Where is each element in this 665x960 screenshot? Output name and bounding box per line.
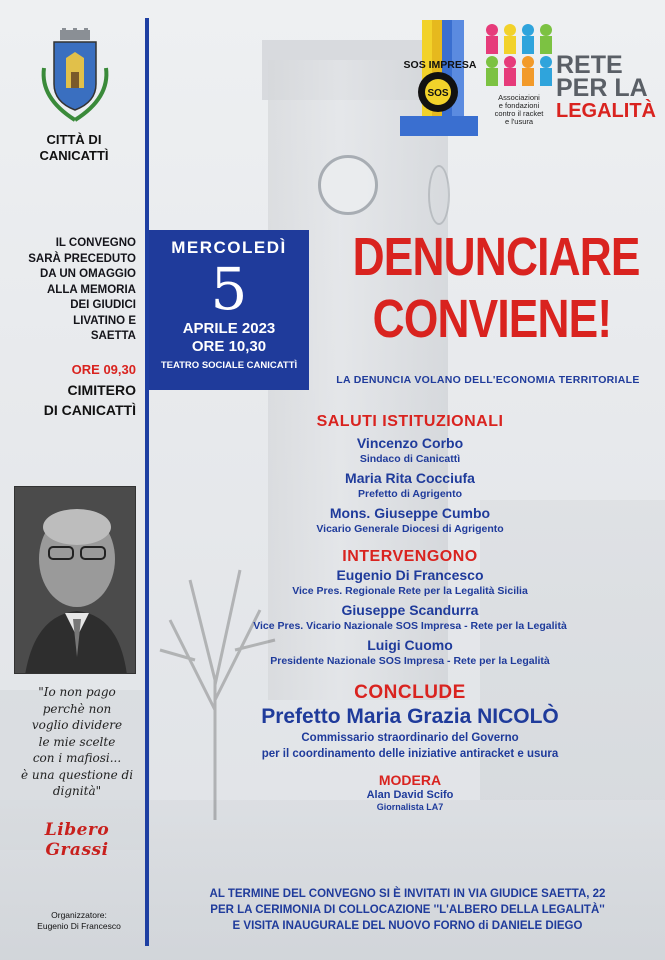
main-title: [352, 226, 640, 350]
intro-line: LIVATINO E: [73, 314, 136, 327]
notice-line: PER LA CERIMONIA DI COLLOCAZIONE ''L'ALBERO DELLA LEGALITÀ'': [210, 904, 605, 916]
speaker-name: Giuseppe Scandurra: [341, 602, 479, 618]
intro-line: SAETTA: [90, 330, 136, 342]
city-name-line2: CANICATTÌ: [39, 148, 109, 163]
event-weekday: MERCOLEDÌ: [171, 238, 287, 257]
speaker-name: Maria Rita Cocciufa: [345, 470, 475, 486]
city-crest-icon: [36, 28, 114, 126]
speaker-role: Presidente Nazionale SOS Impresa - Rete per la Legalità: [270, 655, 550, 667]
organizer-label: Organizzatore:: [51, 910, 107, 920]
rete-caption-line: contro il racket: [494, 109, 544, 118]
section-heading-intervengono: INTERVENGONO: [342, 548, 478, 565]
closing-notice: [150, 886, 665, 934]
organizer: [20, 910, 138, 932]
quote-line: è una questione di: [20, 767, 134, 782]
rete-legalita-logo: [484, 22, 554, 134]
subtitle: LA DENUNCIA VOLANO DELL'ECONOMIA TERRITORIALE: [336, 374, 640, 386]
notice-line: E VISITA INAUGURALE DEL NUOVO FORNO di DANIELE DIEGO: [232, 920, 583, 932]
section-heading-conclude: CONCLUDE: [354, 682, 466, 703]
program: [160, 413, 660, 812]
concluding-speaker-role: per il coordinamento delle iniziative antiracket e usura: [261, 748, 559, 760]
speaker-name: Luigi Cuomo: [367, 637, 453, 653]
moderator-name: Alan David Scifo: [366, 789, 454, 801]
memorial-place: [8, 380, 136, 420]
intro-line: DEI GIUDICI: [70, 299, 136, 311]
quote-line: le mie scelte: [38, 734, 116, 749]
intro-line: SARÀ PRECEDUTO: [28, 252, 136, 265]
speaker-role: Vicario Generale Diocesi di Agrigento: [316, 523, 504, 535]
section-heading-modera: MODERA: [378, 772, 442, 788]
quote-line: "Io non pago: [38, 685, 116, 699]
concluding-speaker-name: Prefetto Maria Grazia NICOLÒ: [261, 705, 559, 728]
organizer-name: Eugenio Di Francesco: [37, 921, 121, 931]
grassi-quote: [18, 684, 136, 800]
sos-logo-text: SOS IMPRESA: [403, 59, 477, 71]
rete-word: RETE: [556, 51, 623, 79]
per-la-word: PER LA: [556, 74, 648, 102]
speaker-role: Vice Pres. Vicario Nazionale SOS Impresa - Rete per la Legalità: [253, 620, 567, 632]
concluding-speaker-role: Commissario straordinario del Governo: [301, 732, 519, 744]
intro-line: IL CONVEGNO: [55, 237, 136, 249]
event-venue: TEATRO SOCIALE CANICATTÌ: [160, 360, 298, 371]
event-time: ORE 10,30: [191, 338, 267, 355]
intro-line: DA UN OMAGGIO: [39, 268, 136, 280]
quote-line: perchè non: [42, 701, 112, 716]
legalita-word: LEGALITÀ: [556, 100, 656, 122]
rete-caption-line: e fondazioni: [498, 101, 540, 110]
city-name: [14, 132, 134, 164]
title-line2: CONVIENE!: [372, 289, 612, 349]
section-heading-saluti: SALUTI ISTITUZIONALI: [316, 413, 504, 430]
quote-line: dignità": [52, 784, 102, 798]
speaker-role: Prefetto di Agrigento: [357, 488, 463, 500]
speaker-name: Mons. Giuseppe Cumbo: [329, 505, 491, 521]
libero-grassi-portrait: [14, 486, 136, 674]
speaker-role: Sindaco di Canicattì: [359, 453, 461, 465]
rete-caption-line: e l'usura: [504, 117, 534, 126]
event-month-year: APRILE 2023: [182, 320, 276, 337]
sos-badge-text: SOS: [427, 88, 449, 99]
event-day-number: 5: [210, 255, 248, 323]
city-name-line1: CITTÀ DI: [46, 132, 102, 147]
memorial-place-line1: CIMITERO: [67, 382, 136, 398]
quote-line: voglio dividere: [31, 718, 123, 732]
moderator-role: Giornalista LA7: [376, 802, 444, 812]
speaker-name: Vincenzo Corbo: [356, 435, 464, 451]
title-line1: DENUNCIARE: [352, 227, 640, 287]
intro-line: ALLA MEMORIA: [46, 283, 136, 296]
event-date-box: [149, 230, 309, 390]
sos-impresa-logo: [400, 20, 478, 136]
memorial-place-line2: DI CANICATTÌ: [43, 402, 136, 418]
memorial-time: ORE 09,30: [71, 362, 136, 377]
speaker-name: Eugenio Di Francesco: [336, 567, 484, 583]
rete-caption-line: Associazioni: [498, 93, 540, 102]
portrait-photo-icon: [15, 487, 136, 674]
intro-text: [8, 236, 136, 345]
notice-line: AL TERMINE DEL CONVEGNO SI È INVITATI IN VIA GIUDICE SAETTA, 22: [209, 888, 606, 900]
vertical-divider: [145, 18, 149, 946]
speaker-role: Vice Pres. Regionale Rete per la Legalità Sicilia: [292, 585, 528, 597]
tower-clock-icon: [318, 155, 378, 215]
quote-line: con i mafiosi...: [32, 751, 122, 765]
tower-clock-side-icon: [428, 165, 450, 225]
rete-logo-text: [556, 51, 662, 123]
quote-author-signature: Libero Grassi: [44, 820, 110, 860]
